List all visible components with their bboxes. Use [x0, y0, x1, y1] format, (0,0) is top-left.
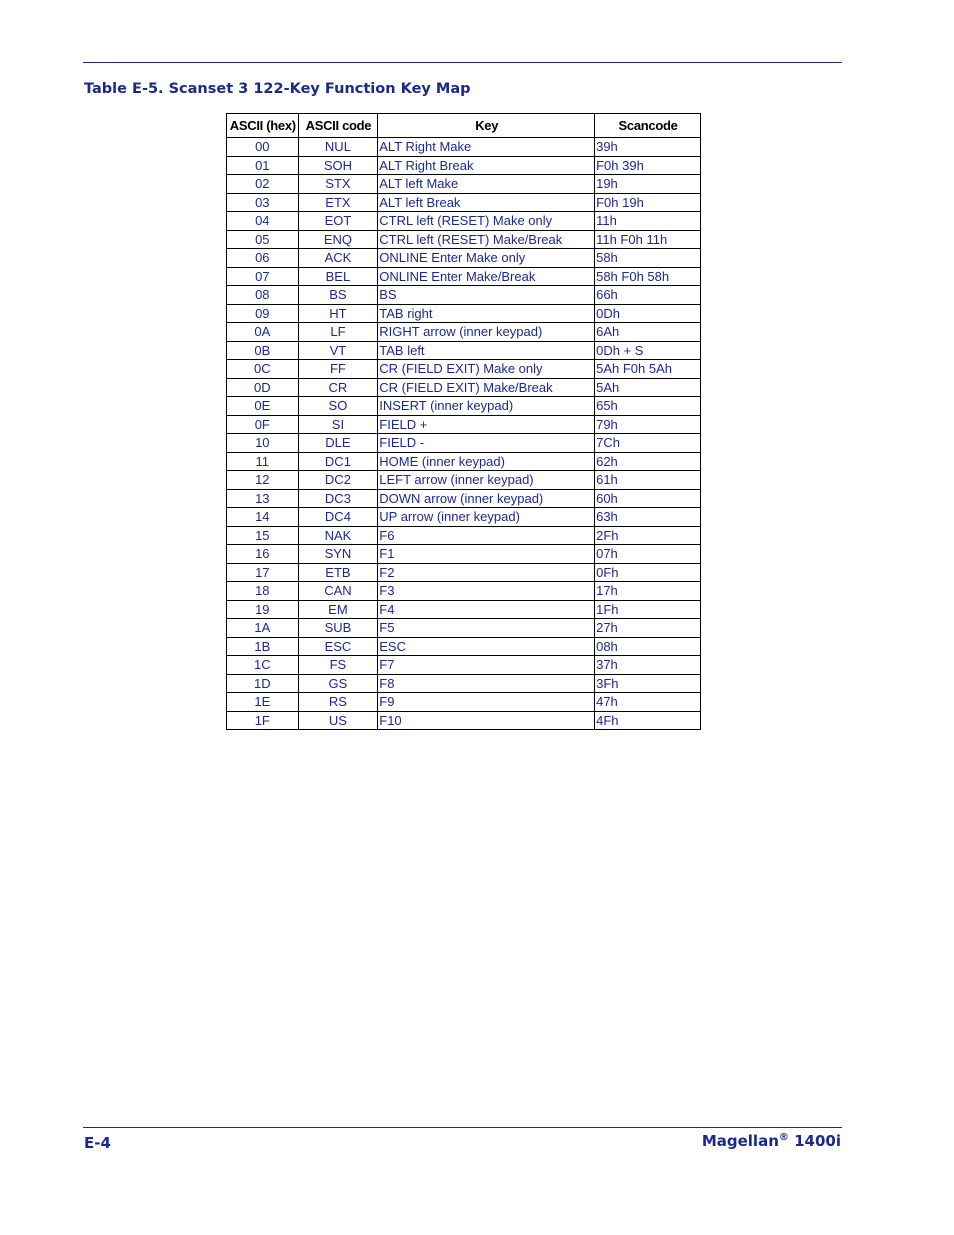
table-row: [227, 230, 701, 249]
header-rule: [83, 62, 842, 63]
ascii-hex-cell: 13: [227, 489, 299, 508]
registered-mark: ®: [778, 1132, 789, 1143]
ascii-hex-cell: 07: [227, 267, 299, 286]
key-cell: CTRL left (RESET) Make only: [378, 212, 595, 231]
key-cell: RIGHT arrow (inner keypad): [378, 323, 595, 342]
key-cell: TAB left: [378, 341, 595, 360]
scancode-cell: 7Ch: [595, 434, 701, 453]
key-cell: F3: [378, 582, 595, 601]
table-row: [227, 711, 701, 730]
ascii-hex-cell: 0C: [227, 360, 299, 379]
ascii-code-cell: ACK: [298, 249, 378, 268]
table-row: [227, 175, 701, 194]
scancode-cell: 4Fh: [595, 711, 701, 730]
ascii-code-cell: DC3: [298, 489, 378, 508]
footer-rule: [83, 1127, 842, 1128]
ascii-code-cell: US: [298, 711, 378, 730]
key-cell: F5: [378, 619, 595, 638]
ascii-code-cell: ETX: [298, 193, 378, 212]
scancode-cell: 65h: [595, 397, 701, 416]
ascii-hex-cell: 12: [227, 471, 299, 490]
ascii-hex-cell: 0F: [227, 415, 299, 434]
scancode-cell: 60h: [595, 489, 701, 508]
scancode-cell: 63h: [595, 508, 701, 527]
scancode-cell: 66h: [595, 286, 701, 305]
key-cell: F8: [378, 674, 595, 693]
table-row: [227, 508, 701, 527]
table-row: [227, 471, 701, 490]
scancode-cell: 58h F0h 58h: [595, 267, 701, 286]
ascii-hex-cell: 18: [227, 582, 299, 601]
product-model: 1400i: [794, 1132, 841, 1150]
ascii-code-cell: ENQ: [298, 230, 378, 249]
scancode-cell: F0h 19h: [595, 193, 701, 212]
ascii-code-cell: ETB: [298, 563, 378, 582]
scancode-cell: 39h: [595, 138, 701, 157]
table-row: [227, 397, 701, 416]
page-number: E-4: [84, 1134, 111, 1152]
table-row: [227, 267, 701, 286]
key-cell: CR (FIELD EXIT) Make/Break: [378, 378, 595, 397]
table-row: [227, 193, 701, 212]
ascii-hex-cell: 02: [227, 175, 299, 194]
ascii-code-cell: SI: [298, 415, 378, 434]
ascii-code-cell: BEL: [298, 267, 378, 286]
ascii-hex-cell: 00: [227, 138, 299, 157]
table-row: [227, 582, 701, 601]
ascii-hex-cell: 03: [227, 193, 299, 212]
ascii-hex-cell: 0D: [227, 378, 299, 397]
key-cell: ALT Right Break: [378, 156, 595, 175]
ascii-hex-cell: 11: [227, 452, 299, 471]
scancode-cell: 0Dh: [595, 304, 701, 323]
ascii-code-cell: CAN: [298, 582, 378, 601]
table-row: [227, 323, 701, 342]
key-cell: ONLINE Enter Make/Break: [378, 267, 595, 286]
scancode-cell: 0Dh + S: [595, 341, 701, 360]
ascii-hex-cell: 06: [227, 249, 299, 268]
function-key-map-table: [226, 113, 701, 730]
table-row: [227, 304, 701, 323]
ascii-code-cell: EOT: [298, 212, 378, 231]
key-cell: CTRL left (RESET) Make/Break: [378, 230, 595, 249]
column-header-key: Key: [378, 114, 595, 138]
key-cell: ESC: [378, 637, 595, 656]
scancode-cell: 37h: [595, 656, 701, 675]
table-row: [227, 526, 701, 545]
table-row: [227, 286, 701, 305]
ascii-code-cell: ESC: [298, 637, 378, 656]
scancode-cell: 2Fh: [595, 526, 701, 545]
ascii-code-cell: RS: [298, 693, 378, 712]
ascii-hex-cell: 15: [227, 526, 299, 545]
table-row: [227, 212, 701, 231]
table-row: [227, 545, 701, 564]
ascii-hex-cell: 0B: [227, 341, 299, 360]
ascii-code-cell: NUL: [298, 138, 378, 157]
ascii-code-cell: SYN: [298, 545, 378, 564]
scancode-cell: 17h: [595, 582, 701, 601]
ascii-hex-cell: 1E: [227, 693, 299, 712]
ascii-hex-cell: 17: [227, 563, 299, 582]
scancode-cell: 3Fh: [595, 674, 701, 693]
table-row: [227, 563, 701, 582]
table-row: [227, 249, 701, 268]
key-cell: F4: [378, 600, 595, 619]
key-cell: FIELD +: [378, 415, 595, 434]
scancode-cell: 5Ah F0h 5Ah: [595, 360, 701, 379]
table-row: [227, 138, 701, 157]
key-cell: UP arrow (inner keypad): [378, 508, 595, 527]
ascii-hex-cell: 1C: [227, 656, 299, 675]
ascii-hex-cell: 10: [227, 434, 299, 453]
ascii-code-cell: EM: [298, 600, 378, 619]
table-row: [227, 656, 701, 675]
table-row: [227, 452, 701, 471]
table-row: [227, 434, 701, 453]
scancode-cell: 11h F0h 11h: [595, 230, 701, 249]
key-cell: F10: [378, 711, 595, 730]
scancode-cell: 47h: [595, 693, 701, 712]
scancode-cell: 79h: [595, 415, 701, 434]
scancode-cell: 61h: [595, 471, 701, 490]
ascii-code-cell: DLE: [298, 434, 378, 453]
ascii-code-cell: NAK: [298, 526, 378, 545]
ascii-hex-cell: 01: [227, 156, 299, 175]
table-body: [227, 138, 701, 730]
key-cell: HOME (inner keypad): [378, 452, 595, 471]
column-header-scancode: Scancode: [595, 114, 701, 138]
table-row: [227, 600, 701, 619]
ascii-code-cell: BS: [298, 286, 378, 305]
scancode-cell: 0Fh: [595, 563, 701, 582]
ascii-hex-cell: 14: [227, 508, 299, 527]
key-cell: DOWN arrow (inner keypad): [378, 489, 595, 508]
scancode-cell: 08h: [595, 637, 701, 656]
ascii-code-cell: SUB: [298, 619, 378, 638]
scancode-cell: 07h: [595, 545, 701, 564]
column-header-ascii-code: ASCII code: [298, 114, 378, 138]
scancode-cell: 62h: [595, 452, 701, 471]
ascii-code-cell: LF: [298, 323, 378, 342]
scancode-cell: 11h: [595, 212, 701, 231]
ascii-code-cell: HT: [298, 304, 378, 323]
scancode-cell: 6Ah: [595, 323, 701, 342]
table-row: [227, 693, 701, 712]
key-cell: BS: [378, 286, 595, 305]
ascii-code-cell: DC4: [298, 508, 378, 527]
table-row: [227, 619, 701, 638]
table-row: [227, 489, 701, 508]
scancode-cell: 58h: [595, 249, 701, 268]
ascii-code-cell: DC2: [298, 471, 378, 490]
key-cell: ONLINE Enter Make only: [378, 249, 595, 268]
ascii-hex-cell: 1A: [227, 619, 299, 638]
scancode-cell: 5Ah: [595, 378, 701, 397]
key-cell: F1: [378, 545, 595, 564]
ascii-code-cell: VT: [298, 341, 378, 360]
ascii-code-cell: CR: [298, 378, 378, 397]
ascii-code-cell: GS: [298, 674, 378, 693]
key-cell: F2: [378, 563, 595, 582]
ascii-hex-cell: 09: [227, 304, 299, 323]
table-row: [227, 378, 701, 397]
table-header-row: [227, 114, 701, 138]
table-row: [227, 637, 701, 656]
scancode-cell: 19h: [595, 175, 701, 194]
scancode-cell: F0h 39h: [595, 156, 701, 175]
table-row: [227, 674, 701, 693]
column-header-ascii-hex: ASCII (hex): [227, 114, 299, 138]
ascii-hex-cell: 1F: [227, 711, 299, 730]
ascii-code-cell: DC1: [298, 452, 378, 471]
key-cell: F7: [378, 656, 595, 675]
ascii-code-cell: FF: [298, 360, 378, 379]
ascii-hex-cell: 19: [227, 600, 299, 619]
table-row: [227, 360, 701, 379]
key-cell: ALT left Break: [378, 193, 595, 212]
scancode-cell: 27h: [595, 619, 701, 638]
key-cell: FIELD -: [378, 434, 595, 453]
key-cell: ALT Right Make: [378, 138, 595, 157]
key-cell: TAB right: [378, 304, 595, 323]
key-cell: INSERT (inner keypad): [378, 397, 595, 416]
product-name: Magellan: [701, 1132, 779, 1150]
ascii-code-cell: SO: [298, 397, 378, 416]
ascii-hex-cell: 0E: [227, 397, 299, 416]
ascii-hex-cell: 1B: [227, 637, 299, 656]
ascii-hex-cell: 1D: [227, 674, 299, 693]
ascii-code-cell: SOH: [298, 156, 378, 175]
key-cell: LEFT arrow (inner keypad): [378, 471, 595, 490]
product-title: [702, 1132, 841, 1150]
key-cell: CR (FIELD EXIT) Make only: [378, 360, 595, 379]
ascii-hex-cell: 08: [227, 286, 299, 305]
table-row: [227, 341, 701, 360]
ascii-hex-cell: 16: [227, 545, 299, 564]
ascii-hex-cell: 04: [227, 212, 299, 231]
scancode-cell: 1Fh: [595, 600, 701, 619]
key-cell: F9: [378, 693, 595, 712]
ascii-code-cell: FS: [298, 656, 378, 675]
ascii-hex-cell: 05: [227, 230, 299, 249]
table-row: [227, 415, 701, 434]
table-caption: Table E-5. Scanset 3 122-Key Function Key Map: [84, 81, 471, 97]
table-row: [227, 156, 701, 175]
key-cell: ALT left Make: [378, 175, 595, 194]
ascii-hex-cell: 0A: [227, 323, 299, 342]
key-cell: F6: [378, 526, 595, 545]
ascii-code-cell: STX: [298, 175, 378, 194]
